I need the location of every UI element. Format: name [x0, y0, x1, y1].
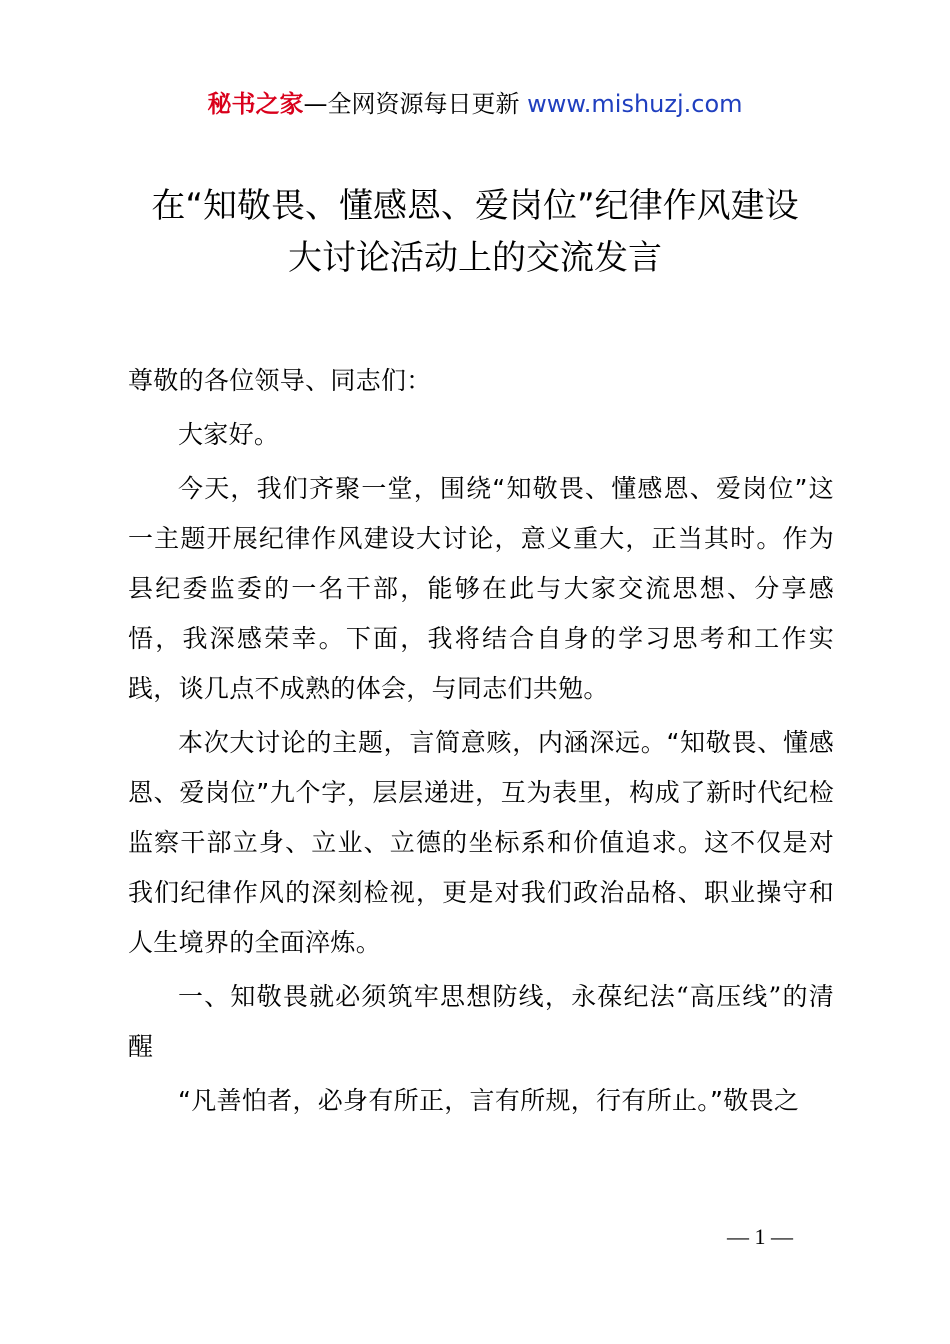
document-title — [100, 180, 850, 284]
greeting: 大家好。 — [178, 420, 280, 449]
page-number: — 1 — — [727, 1224, 793, 1249]
section-heading: 一、知敬畏就必须筑牢思想防线，永葆纪法“高压线”的清醒 — [128, 982, 834, 1061]
title-line-1: 在“知敬畏、懂感恩、爱岗位”纪律作风建设 — [151, 186, 799, 226]
paragraph: 本次大讨论的主题，言简意赅，内涵深远。“知敬畏、懂感恩、爱岗位”九个字，层层递进，互为表里，构成了新时代纪检监察干部立身、立业、立德的坐标系和价值追求。这不仅是对我们纪律作风的深刻检视，更是对我们政治品格、职业操守和人生境界的全面淬炼。 — [128, 728, 834, 957]
site-url-link[interactable]: www.mishuzj.com — [527, 90, 743, 118]
paragraph: “凡善怕者，必身有所正，言有所规，行有所止。”敬畏之 — [178, 1086, 800, 1115]
document-body — [128, 356, 834, 1130]
paragraph: 今天，我们齐聚一堂，围绕“知敬畏、懂感恩、爱岗位”这一主题开展纪律作风建设大讨论，意义重大，正当其时。作为县纪委监委的一名干部，能够在此与大家交流思想、分享感悟，我深感荣幸。下面，我将结合自身的学习思考和工作实践，谈几点不成熟的体会，与同志们共勉。 — [128, 474, 834, 703]
brand-name: 秘书之家 — [207, 90, 304, 118]
title-line-2: 大讨论活动上的交流发言 — [288, 238, 662, 278]
salutation: 尊敬的各位领导、同志们： — [128, 366, 432, 395]
header-banner — [0, 88, 950, 120]
header-tagline: —全网资源每日更新 — [303, 90, 528, 118]
